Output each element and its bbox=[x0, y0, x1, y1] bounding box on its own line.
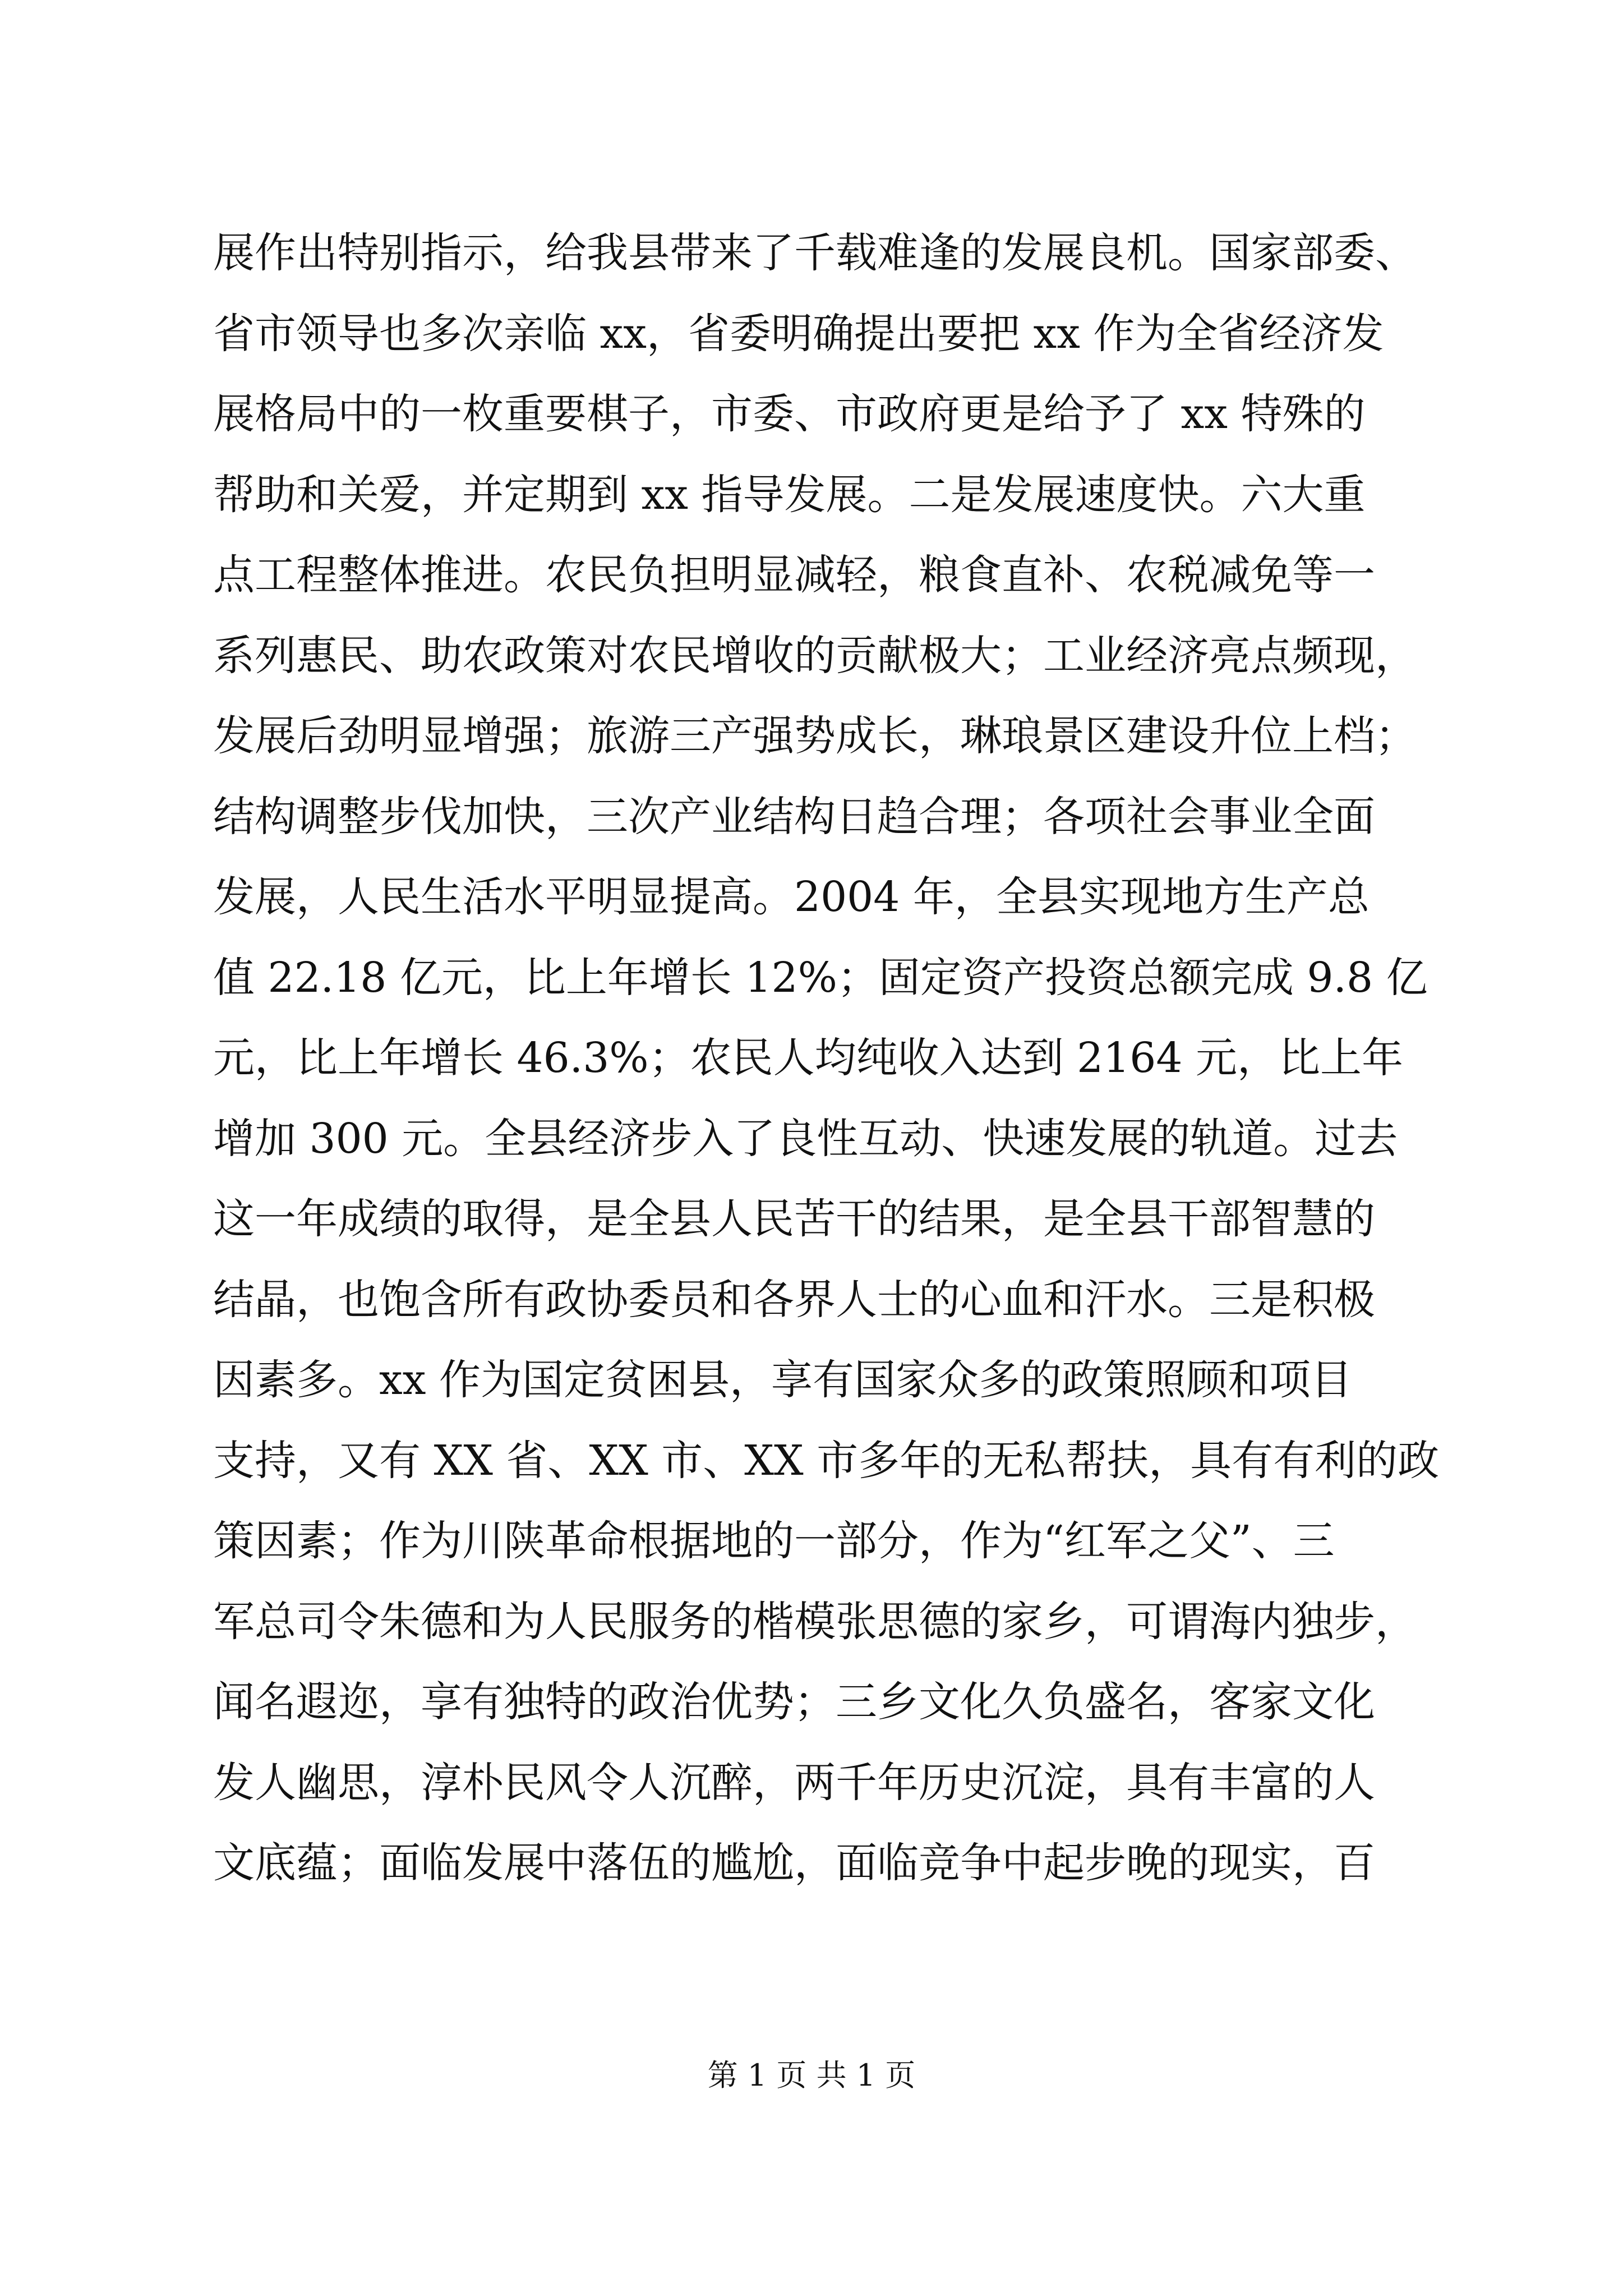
text-line: 文底蕴；面临发展中落伍的尴尬，面临竞争中起步晚的现实，百 bbox=[213, 1839, 1375, 1887]
text-line: 发人幽思，淳朴民风令人沉醉，两千年历史沉淀，具有丰富的人 bbox=[213, 1758, 1375, 1807]
text-line: 展格局中的一枚重要棋子，市委、市政府更是给予了 xx 特殊的 bbox=[213, 390, 1366, 438]
text-line: 这一年成绩的取得，是全县人民苦干的结果，是全县干部智慧的 bbox=[213, 1195, 1375, 1243]
text-line: 值 22.18 亿元，比上年增长 12%；固定资产投资总额完成 9.8 亿 bbox=[213, 953, 1428, 1002]
body-text bbox=[213, 213, 1440, 1904]
page-footer: 第 1 页 共 1 页 bbox=[707, 2058, 916, 2093]
text-line: 结构调整步伐加快，三次产业结构日趋合理；各项社会事业全面 bbox=[213, 792, 1375, 841]
text-line: 军总司令朱德和为人民服务的楷模张思德的家乡，可谓海内独步， bbox=[213, 1597, 1417, 1646]
text-line: 元，比上年增长 46.3%；农民人均纯收入达到 2164 元，比上年 bbox=[213, 1034, 1403, 1082]
text-line: 支持，又有 XX 省、XX 市、XX 市多年的无私帮扶，具有有利的政 bbox=[213, 1436, 1440, 1485]
text-line: 因素多。xx 作为国定贫困县，享有国家众多的政策照顾和项目 bbox=[213, 1356, 1352, 1404]
text-line: 发展，人民生活水平明显提高。2004 年，全县实现地方生产总 bbox=[213, 873, 1370, 921]
text-line: 展作出特别指示，给我县带来了千载难逢的发展良机。国家部委、 bbox=[213, 229, 1417, 277]
text-line: 结晶，也饱含所有政协委员和各界人士的心血和汗水。三是积极 bbox=[213, 1275, 1375, 1324]
text-line: 系列惠民、助农政策对农民增收的贡献极大；工业经济亮点频现， bbox=[213, 631, 1417, 680]
text-line: 策因素；作为川陕革命根据地的一部分，作为“红军之父”、三 bbox=[213, 1517, 1335, 1565]
text-line: 省市领导也多次亲临 xx，省委明确提出要把 xx 作为全省经济发 bbox=[213, 309, 1384, 358]
text-line: 发展后劲明显增强；旅游三产强势成长，琳琅景区建设升位上档； bbox=[213, 712, 1417, 760]
text-line: 增加 300 元。全县经济步入了良性互动、快速发展的轨道。过去 bbox=[213, 1114, 1398, 1163]
text-line: 闻名遐迩，享有独特的政治优势；三乡文化久负盛名，客家文化 bbox=[213, 1678, 1375, 1726]
text-line: 帮助和关爱，并定期到 xx 指导发展。二是发展速度快。六大重 bbox=[213, 470, 1366, 519]
text-line: 点工程整体推进。农民负担明显减轻，粮食直补、农税减免等一 bbox=[213, 551, 1375, 599]
